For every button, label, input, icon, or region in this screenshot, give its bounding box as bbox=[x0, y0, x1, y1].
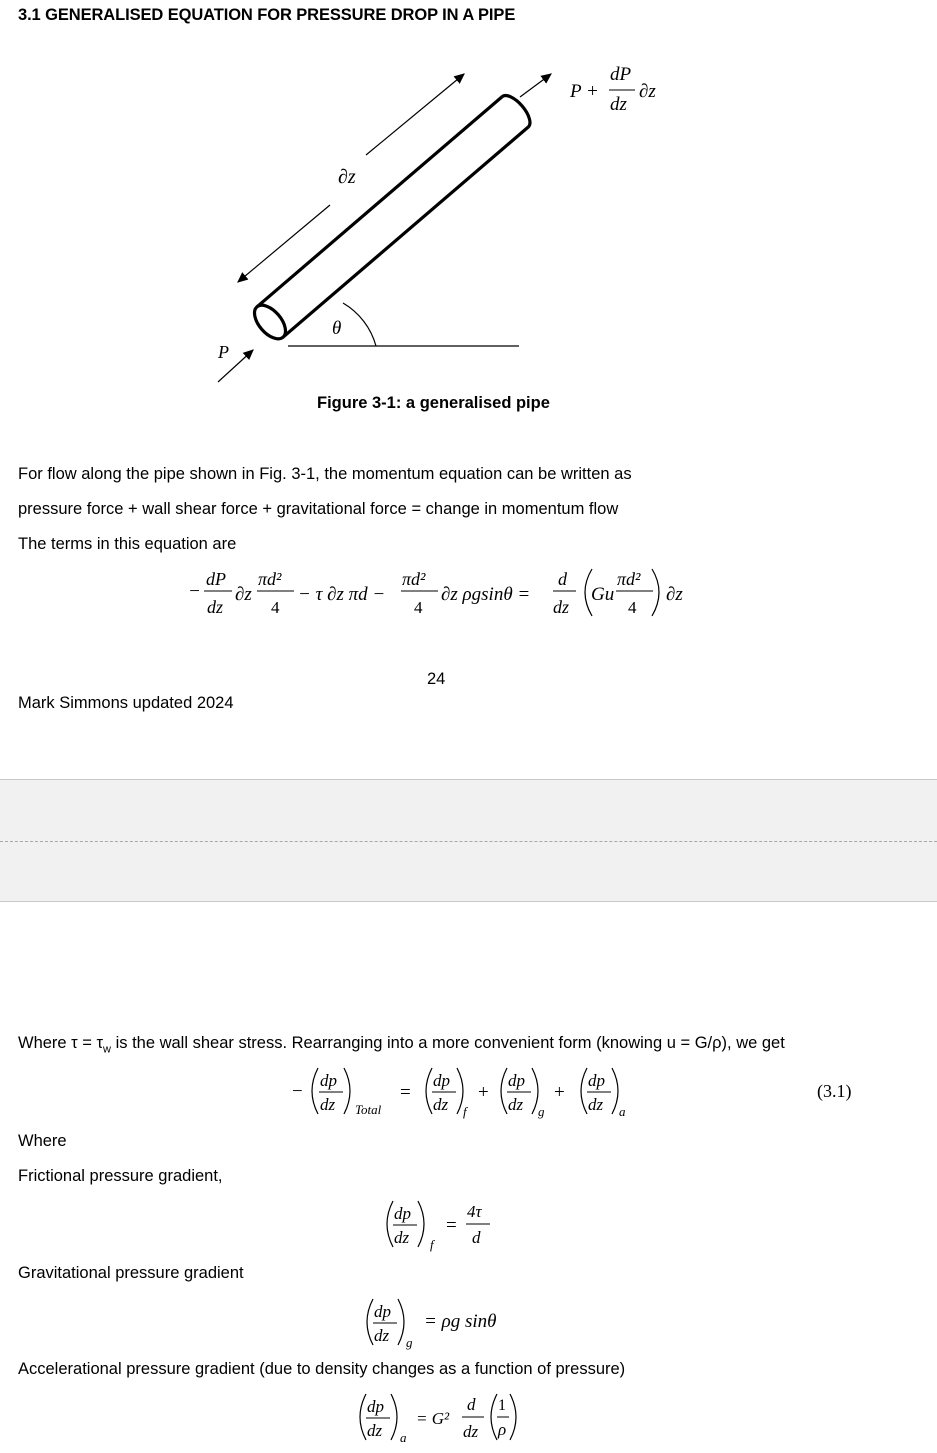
section-heading: 3.1 GENERALISED EQUATION FOR PRESSURE DROP IN A PIPE bbox=[18, 6, 516, 24]
paragraph-force-balance: pressure force + wall shear force + gravitational force = change in momentum flow bbox=[18, 500, 619, 518]
svg-text:dp: dp bbox=[394, 1204, 411, 1223]
svg-text:= G²: = G² bbox=[416, 1409, 450, 1428]
svg-text:f: f bbox=[463, 1104, 467, 1119]
paragraph-terms: The terms in this equation are bbox=[18, 535, 237, 553]
svg-text:dp: dp bbox=[320, 1071, 337, 1090]
svg-text:−: − bbox=[188, 581, 201, 602]
outflow-arrow bbox=[520, 74, 551, 97]
svg-text:dz: dz bbox=[588, 1095, 604, 1114]
svg-text:g: g bbox=[406, 1335, 413, 1350]
svg-text:−: − bbox=[292, 1081, 303, 1102]
svg-text:f: f bbox=[430, 1237, 434, 1252]
theta-angle-arc bbox=[343, 303, 376, 346]
frictional-label: Frictional pressure gradient, bbox=[18, 1167, 223, 1185]
svg-text:a: a bbox=[619, 1104, 626, 1119]
svg-text:dp: dp bbox=[508, 1071, 525, 1090]
paragraph-momentum-intro: For flow along the pipe shown in Fig. 3-1, the momentum equation can be written as bbox=[18, 465, 632, 483]
svg-text:dz: dz bbox=[207, 597, 224, 617]
frictional-equation bbox=[0, 1195, 937, 1255]
author-footer: Mark Simmons updated 2024 bbox=[18, 694, 234, 712]
dz-dimension-line-lower bbox=[238, 205, 330, 282]
accelerational-equation bbox=[0, 1388, 937, 1453]
svg-text:dp: dp bbox=[374, 1302, 391, 1321]
svg-text:dz: dz bbox=[367, 1421, 383, 1440]
pipe-figure bbox=[0, 0, 937, 420]
svg-text:∂z: ∂z bbox=[235, 584, 252, 605]
svg-text:a: a bbox=[400, 1430, 407, 1445]
momentum-equation bbox=[0, 560, 937, 620]
accelerational-label: Accelerational pressure gradient (due to density changes as a function of pressure) bbox=[18, 1360, 626, 1378]
svg-text:4τ: 4τ bbox=[467, 1202, 482, 1221]
svg-text:d: d bbox=[467, 1395, 476, 1414]
svg-text:dz: dz bbox=[394, 1228, 410, 1247]
page-break bbox=[0, 779, 937, 902]
svg-text:− τ ∂z πd −: − τ ∂z πd − bbox=[298, 584, 386, 605]
svg-text:dz: dz bbox=[374, 1326, 390, 1345]
svg-text:dp: dp bbox=[367, 1397, 384, 1416]
svg-text:d: d bbox=[558, 569, 567, 589]
outlet-dz-label: ∂z bbox=[639, 81, 656, 102]
svg-text:Total: Total bbox=[355, 1102, 382, 1117]
svg-text:dz: dz bbox=[553, 597, 570, 617]
pipe-cylinder bbox=[249, 91, 535, 345]
pressure-gradient-equation bbox=[0, 1060, 937, 1120]
theta-label: θ bbox=[332, 318, 342, 339]
svg-text:4: 4 bbox=[271, 598, 280, 617]
inlet-pressure-label: P bbox=[218, 342, 229, 362]
svg-text:4: 4 bbox=[414, 598, 423, 617]
svg-text:dz: dz bbox=[508, 1095, 524, 1114]
svg-text:dz: dz bbox=[463, 1422, 479, 1441]
svg-text:πd²: πd² bbox=[402, 569, 426, 589]
outlet-dP-label: dP bbox=[610, 64, 632, 85]
svg-text:dp: dp bbox=[433, 1071, 450, 1090]
gravitational-label: Gravitational pressure gradient bbox=[18, 1264, 244, 1282]
svg-text:dz: dz bbox=[433, 1095, 449, 1114]
equation-number: (3.1) bbox=[817, 1081, 852, 1101]
svg-text:= ρg sinθ: = ρg sinθ bbox=[424, 1311, 497, 1332]
figure-caption: Figure 3-1: a generalised pipe bbox=[317, 394, 550, 412]
svg-text:dz: dz bbox=[320, 1095, 336, 1114]
svg-text:ρ: ρ bbox=[498, 1420, 507, 1439]
svg-text:πd²: πd² bbox=[617, 569, 641, 589]
svg-text:Gu: Gu bbox=[591, 584, 615, 605]
outlet-dz-denominator: dz bbox=[610, 94, 627, 115]
svg-text:g: g bbox=[538, 1104, 545, 1119]
svg-text:∂z: ∂z bbox=[666, 584, 683, 605]
svg-text:dP: dP bbox=[206, 569, 226, 589]
svg-text:=: = bbox=[446, 1215, 457, 1236]
svg-text:1: 1 bbox=[498, 1397, 506, 1414]
gravitational-equation bbox=[0, 1293, 937, 1353]
outlet-pressure-label: P + bbox=[570, 81, 599, 102]
wall-shear-paragraph: Where $\tau = \tau_w$ is the wall shear stress. Rearranging into a more convenient form (knowing u = G/ρ), we get bbox=[18, 1034, 785, 1056]
svg-text:πd²: πd² bbox=[258, 569, 282, 589]
svg-text:dp: dp bbox=[588, 1071, 605, 1090]
svg-text:+: + bbox=[554, 1082, 565, 1103]
svg-text:d: d bbox=[472, 1228, 481, 1247]
dz-label: ∂z bbox=[338, 166, 356, 188]
page-number: 24 bbox=[427, 670, 446, 688]
where-label: Where bbox=[18, 1132, 67, 1150]
svg-text:=: = bbox=[400, 1082, 411, 1103]
svg-text:∂z ρgsinθ =: ∂z ρgsinθ = bbox=[441, 584, 531, 605]
svg-text:+: + bbox=[478, 1082, 489, 1103]
svg-text:4: 4 bbox=[628, 598, 637, 617]
